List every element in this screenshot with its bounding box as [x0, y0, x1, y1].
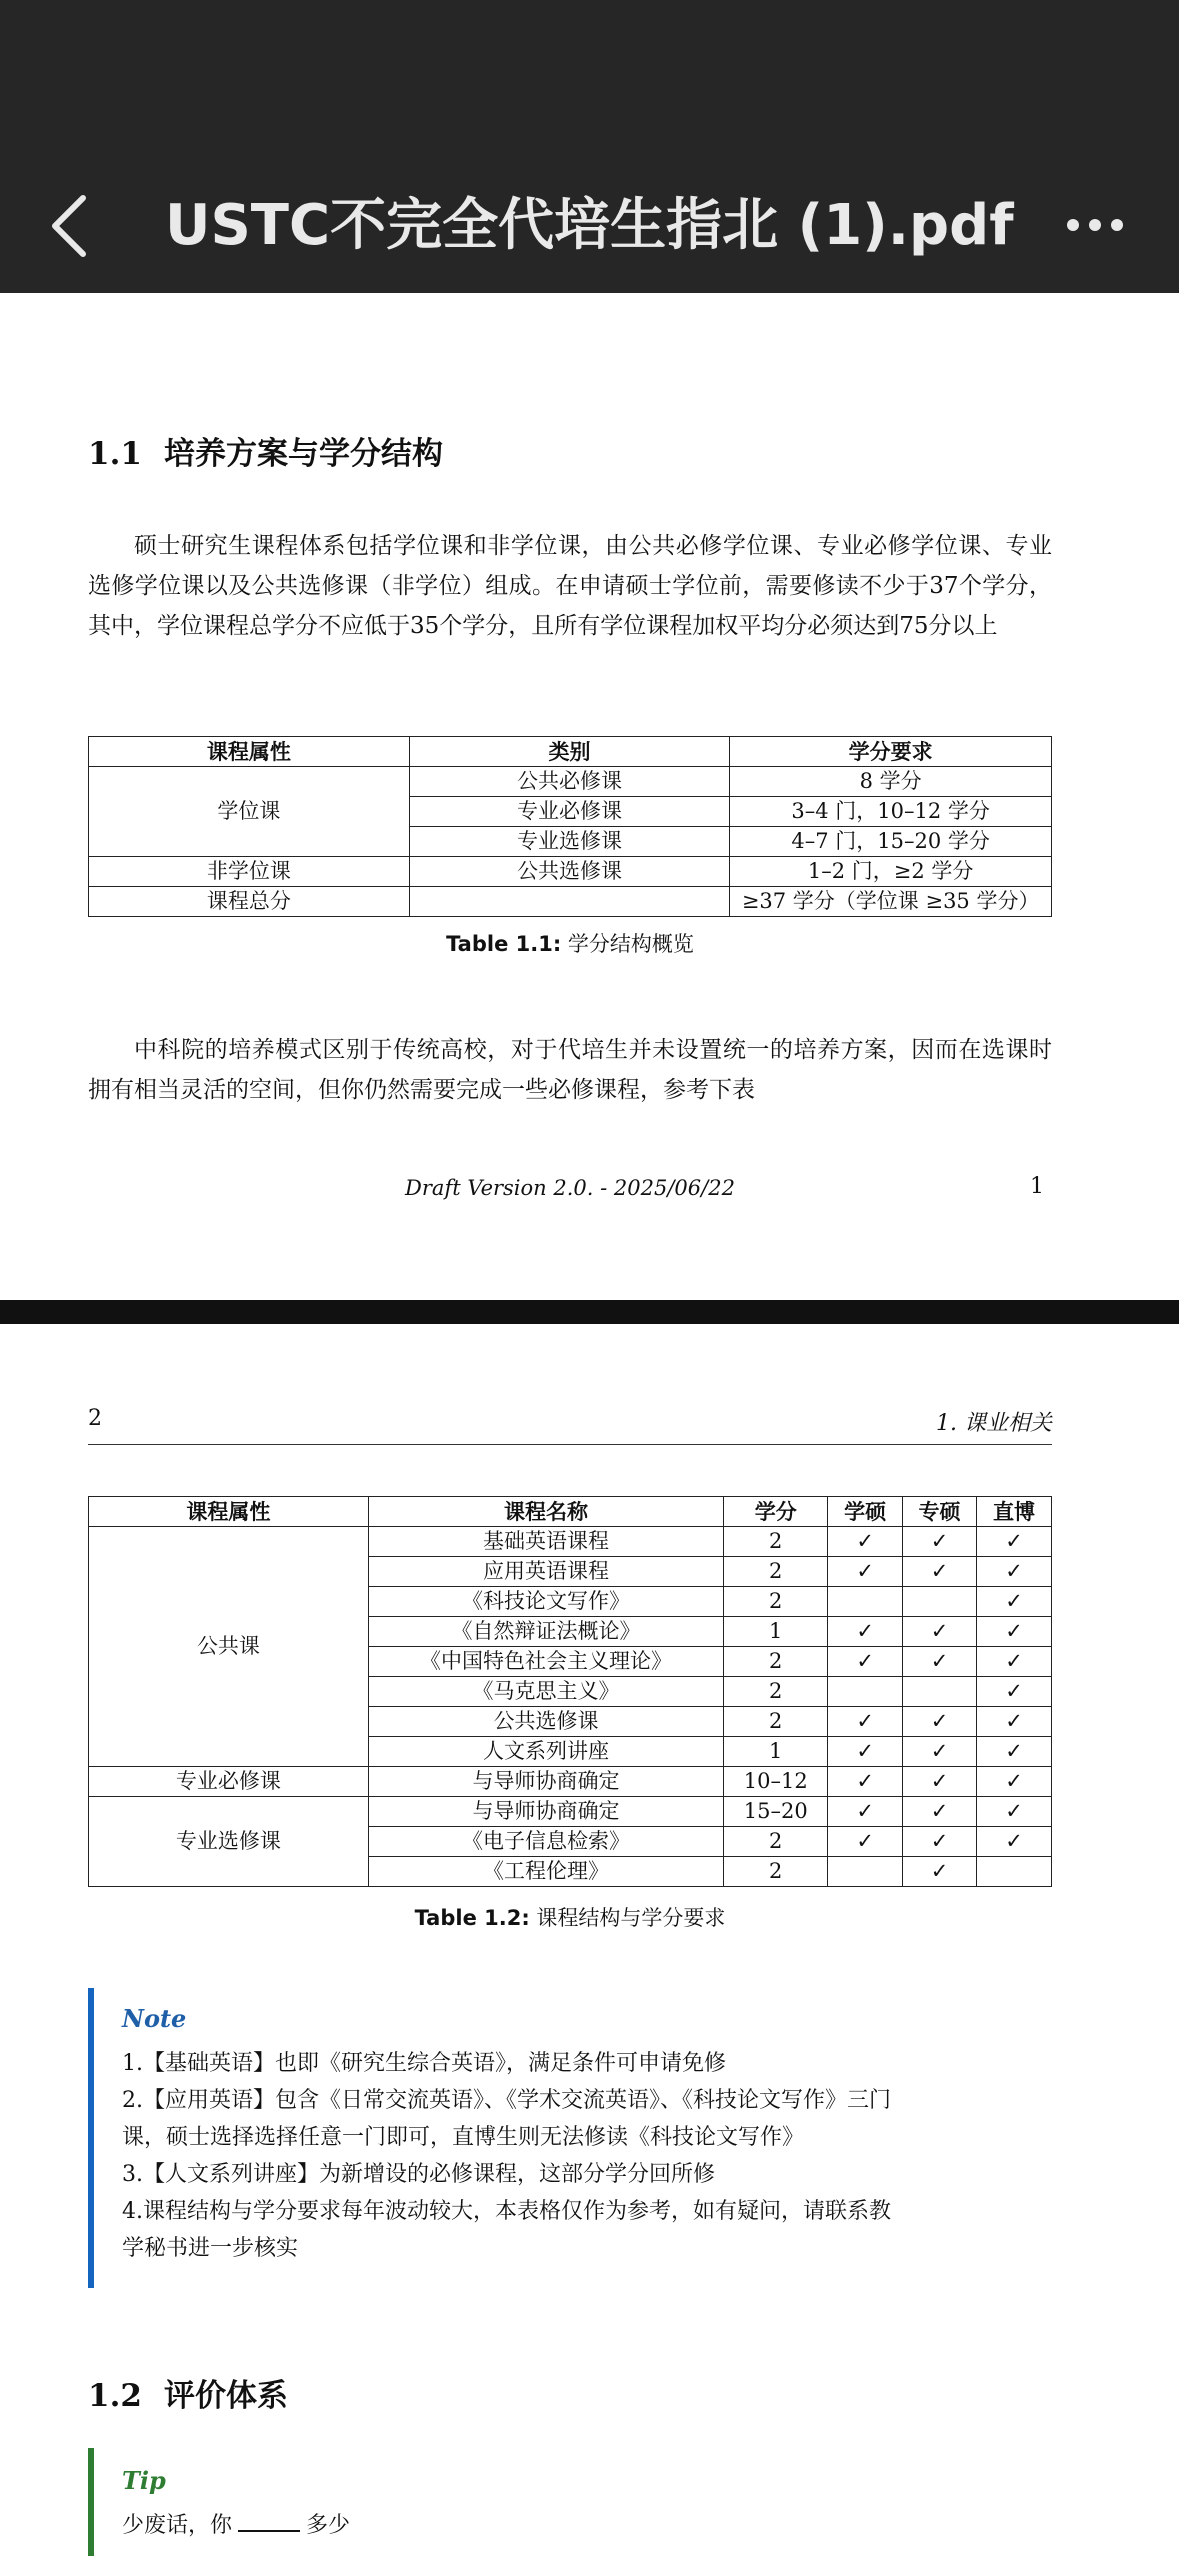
table-cell: 2: [724, 1587, 828, 1617]
check-cell: ✓: [977, 1707, 1052, 1737]
caption-text: 学分结构概览: [567, 932, 694, 956]
note-line: 4.课程结构与学分要求每年波动较大，本表格仅作为参考，如有疑问，请联系教: [122, 2199, 891, 2224]
table-cell: 3–4 门，10–12 学分: [730, 797, 1052, 827]
table-cell: 《自然辩证法概论》: [368, 1617, 724, 1647]
table-cell: 公共选修课: [409, 857, 730, 887]
table-caption: [88, 1902, 1052, 1932]
note-callout: [88, 1988, 1018, 2288]
table-cell: 公共必修课: [409, 767, 730, 797]
table-cell: 公共课: [89, 1527, 369, 1767]
more-options-button[interactable]: [1050, 200, 1140, 250]
check-cell: ✓: [977, 1677, 1052, 1707]
table-cell: 2: [724, 1527, 828, 1557]
check-cell: ✓: [903, 1737, 977, 1767]
table-cell: ≥37 学分（学位课 ≥35 学分）: [730, 887, 1052, 917]
caption-label: Table 1.2:: [414, 1906, 530, 1930]
check-cell: [903, 1587, 977, 1617]
paragraph-text: 中科院的培养模式区别于传统高校，对于代培生并未设置统一的培养方案，因而在选课时拥有相当灵活的空间，但你仍然需要完成一些必修课程，参考下表: [88, 1037, 1052, 1103]
table-row: [89, 857, 1052, 887]
table-row: [89, 1767, 1052, 1797]
table-cell: 公共选修课: [368, 1707, 724, 1737]
table-cell: 2: [724, 1827, 828, 1857]
tip-text-after: 多少: [306, 2513, 351, 2538]
back-button[interactable]: [44, 190, 94, 262]
check-cell: ✓: [903, 1617, 977, 1647]
note-title: Note: [122, 2004, 187, 2033]
table-cell: 专业选修课: [409, 827, 730, 857]
table-row: [89, 767, 1052, 797]
check-cell: ✓: [903, 1827, 977, 1857]
section-number: 1.2: [88, 2378, 142, 2414]
note-line: 1.【基础英语】也即《研究生综合英语》，满足条件可申请免修: [122, 2051, 726, 2076]
check-cell: [828, 1677, 903, 1707]
table-cell: 《科技论文写作》: [368, 1587, 724, 1617]
page-number: 2: [88, 1406, 102, 1431]
table-header: 课程属性: [89, 737, 410, 767]
table-header: 课程属性: [89, 1497, 369, 1527]
table-header: 专硕: [903, 1497, 977, 1527]
table-caption: [88, 928, 1052, 958]
note-line: 3.【人文系列讲座】为新增设的必修课程，这部分学分回所修: [122, 2162, 715, 2187]
table-cell: 学位课: [89, 767, 410, 857]
page-footer: Draft Version 2.0. - 2025/06/22: [405, 1176, 735, 1200]
table-row: [89, 1797, 1052, 1827]
table-cell: 专业必修课: [409, 797, 730, 827]
check-cell: ✓: [903, 1767, 977, 1797]
note-line: 学秘书进一步核实: [122, 2236, 299, 2261]
running-header: 1. 课业相关: [936, 1411, 1052, 1436]
check-cell: ✓: [828, 1707, 903, 1737]
check-cell: ✓: [828, 1557, 903, 1587]
table-cell: 非学位课: [89, 857, 410, 887]
tip-text-before: 少废话，你: [122, 2513, 233, 2538]
table-row: [89, 1527, 1052, 1557]
check-cell: ✓: [977, 1587, 1052, 1617]
tip-title: Tip: [122, 2466, 166, 2495]
check-cell: [828, 1857, 903, 1887]
fill-blank: [238, 2510, 300, 2532]
table-cell: 2: [724, 1857, 828, 1887]
table-cell: 8 学分: [730, 767, 1052, 797]
table-cell: 基础英语课程: [368, 1527, 724, 1557]
section-title: 培养方案与学分结构: [164, 436, 443, 472]
credit-structure-table: [88, 736, 1052, 917]
check-cell: ✓: [828, 1767, 903, 1797]
table-cell: 《马克思主义》: [368, 1677, 724, 1707]
table-cell: 2: [724, 1647, 828, 1677]
section-title: 评价体系: [164, 2378, 288, 2414]
check-cell: ✓: [828, 1797, 903, 1827]
table-header: 学分要求: [730, 737, 1052, 767]
page-number: 1: [1030, 1174, 1044, 1199]
check-cell: ✓: [977, 1797, 1052, 1827]
section-heading-1-2: [88, 2370, 288, 2415]
paragraph: [88, 1030, 1052, 1110]
table-row: [89, 887, 1052, 917]
paragraph-text: 硕士研究生课程体系包括学位课和非学位课，由公共必修学位课、专业必修学位课、专业选修学位课以及公共选修课（非学位）组成。在申请硕士学位前，需要修读不少于37个学分，其中，学位课程总学分不应低于35个学分，且所有学位课程加权平均分必须达到75分以上: [88, 533, 1052, 639]
check-cell: [977, 1857, 1052, 1887]
table-cell: 专业必修课: [89, 1767, 369, 1797]
caption-label: Table 1.1:: [446, 932, 562, 956]
page-separator: [0, 1300, 1179, 1324]
table-cell: 《电子信息检索》: [368, 1827, 724, 1857]
table-cell: 4–7 门，15–20 学分: [730, 827, 1052, 857]
check-cell: ✓: [903, 1647, 977, 1677]
check-cell: ✓: [977, 1827, 1052, 1857]
check-cell: ✓: [828, 1527, 903, 1557]
section-heading-1-1: [88, 428, 443, 473]
table-header: 直博: [977, 1497, 1052, 1527]
note-line: 2.【应用英语】包含《日常交流英语》、《学术交流英语》、《科技论文写作》三门: [122, 2088, 891, 2113]
table-cell: 10–12: [724, 1767, 828, 1797]
table-cell: 1: [724, 1617, 828, 1647]
paragraph: [88, 526, 1052, 646]
check-cell: ✓: [903, 1527, 977, 1557]
check-cell: ✓: [977, 1647, 1052, 1677]
check-cell: ✓: [828, 1647, 903, 1677]
check-cell: ✓: [828, 1737, 903, 1767]
table-cell: 1: [724, 1737, 828, 1767]
caption-text: 课程结构与学分要求: [536, 1906, 726, 1930]
section-number: 1.1: [88, 436, 142, 472]
table-header-row: [89, 1497, 1052, 1527]
check-cell: ✓: [977, 1767, 1052, 1797]
table-header: 学硕: [828, 1497, 903, 1527]
check-cell: ✓: [977, 1557, 1052, 1587]
table-cell: 2: [724, 1677, 828, 1707]
check-cell: ✓: [977, 1737, 1052, 1767]
table-header: 学分: [724, 1497, 828, 1527]
check-cell: ✓: [977, 1617, 1052, 1647]
check-cell: ✓: [828, 1827, 903, 1857]
more-icon: [1067, 219, 1079, 231]
table-cell: 与导师协商确定: [368, 1797, 724, 1827]
table-cell: 1–2 门，≥2 学分: [730, 857, 1052, 887]
table-cell: 《工程伦理》: [368, 1857, 724, 1887]
check-cell: ✓: [903, 1707, 977, 1737]
table-header-row: [89, 737, 1052, 767]
table-cell: 专业选修课: [89, 1797, 369, 1887]
table-cell: 与导师协商确定: [368, 1767, 724, 1797]
chevron-left-icon: [49, 194, 89, 258]
table-cell: 应用英语课程: [368, 1557, 724, 1587]
check-cell: ✓: [828, 1617, 903, 1647]
table-cell: 《中国特色社会主义理论》: [368, 1647, 724, 1677]
table-cell: 15–20: [724, 1797, 828, 1827]
top-bar: [0, 0, 1179, 293]
table-header: 课程名称: [368, 1497, 724, 1527]
table-cell: [409, 887, 730, 917]
document-title: USTC不完全代培生指北 (1).pdf: [165, 193, 1014, 258]
check-cell: [828, 1587, 903, 1617]
note-line: 课，硕士选择选择任意一门即可，直博生则无法修读《科技论文写作》: [122, 2125, 805, 2150]
check-cell: ✓: [977, 1527, 1052, 1557]
table-cell: 人文系列讲座: [368, 1737, 724, 1767]
check-cell: ✓: [903, 1797, 977, 1827]
check-cell: ✓: [903, 1857, 977, 1887]
tip-line: [122, 2507, 1018, 2544]
header-rule: [88, 1444, 1052, 1445]
tip-callout: [88, 2448, 1018, 2556]
check-cell: [903, 1677, 977, 1707]
course-requirement-table: [88, 1496, 1052, 1887]
table-header: 类别: [409, 737, 730, 767]
table-cell: 2: [724, 1707, 828, 1737]
table-cell: 2: [724, 1557, 828, 1587]
table-cell: 课程总分: [89, 887, 410, 917]
check-cell: ✓: [903, 1557, 977, 1587]
